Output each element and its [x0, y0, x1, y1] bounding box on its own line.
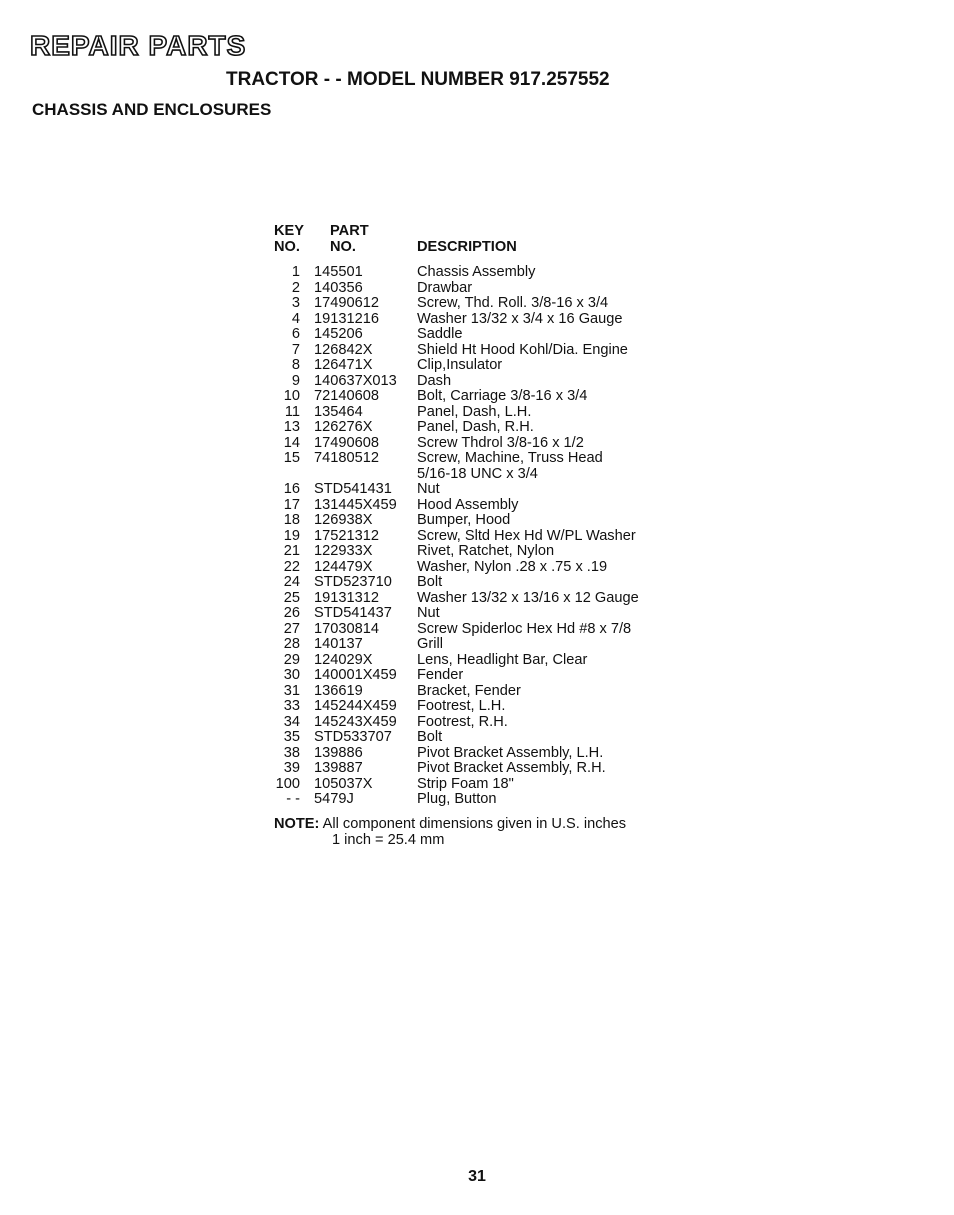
part-no-cell: 126471X — [314, 357, 373, 373]
key-no-cell: 33 — [283, 698, 300, 714]
description-cell: Panel, Dash, R.H. — [417, 419, 534, 435]
description-cell: Lens, Headlight Bar, Clear — [417, 651, 588, 668]
description-cell: Fender — [417, 667, 464, 683]
part-no-cell: 17490608 — [314, 434, 379, 451]
part-no-cell: STD523710 — [314, 574, 392, 590]
key-no-cell: 31 — [283, 682, 300, 699]
key-no-header — [274, 224, 314, 255]
part-no-cell: 122933X — [314, 543, 373, 559]
key-no-cell: 19 — [283, 527, 300, 544]
key-no-cell: 22 — [283, 558, 300, 575]
table-row — [274, 358, 674, 374]
part-no-cell: 124479X — [314, 558, 373, 575]
table-row — [274, 281, 674, 297]
table-row — [274, 544, 674, 560]
description-cell: Washer 13/32 x 3/4 x 16 Gauge — [417, 310, 623, 327]
page-title: REPAIR PARTS — [30, 30, 247, 61]
part-no-cell: 139887 — [314, 760, 363, 776]
description-cell: Clip,Insulator — [417, 357, 503, 373]
description-cell: Screw Spiderloc Hex Hd #8 x 7/8 — [417, 620, 632, 637]
description-cell: Chassis Assembly — [417, 264, 536, 280]
page-number: 31 — [468, 1168, 486, 1185]
table-row — [274, 684, 674, 700]
table-row — [274, 792, 674, 808]
key-no-cell: 10 — [283, 388, 300, 404]
table-row — [274, 560, 674, 576]
description-cell: Shield Ht Hood Kohl/Dia. Engine — [417, 341, 628, 358]
part-no-cell: 19131312 — [314, 589, 379, 606]
table-row — [274, 668, 674, 684]
description-cell: Footrest, L.H. — [417, 698, 506, 714]
key-no-cell: 13 — [283, 419, 300, 435]
part-no-cell: 140001X459 — [314, 667, 397, 683]
part-no-cell: 5479J — [314, 791, 354, 807]
table-row — [274, 374, 674, 390]
description-cell: Hood Assembly — [417, 496, 519, 513]
key-no-cell: 100 — [275, 775, 300, 792]
note-line2: 1 inch = 25.4 mm — [332, 831, 445, 848]
part-no-cell: 126276X — [314, 419, 373, 435]
table-row — [274, 389, 674, 405]
part-no-header — [330, 224, 410, 255]
description-cell: Bracket, Fender — [417, 682, 521, 699]
part-no-cell: 145243X459 — [314, 713, 397, 730]
part-no-cell: STD533707 — [314, 729, 392, 745]
description-cell: Washer, Nylon .28 x .75 x .19 — [417, 558, 608, 575]
part-no-cell: 145206 — [314, 326, 363, 342]
key-no-cell: 27 — [283, 620, 300, 637]
description-cell: Rivet, Ratchet, Nylon — [417, 543, 555, 559]
table-row — [274, 622, 674, 638]
description-cell: Bolt, Carriage 3/8-16 x 3/4 — [417, 388, 588, 404]
table-row — [274, 730, 674, 746]
key-no-cell: 38 — [283, 744, 300, 761]
description-cell: Screw Thdrol 3/8-16 x 1/2 — [417, 434, 584, 451]
description-cell: Drawbar — [417, 279, 473, 296]
description-cell: Washer 13/32 x 13/16 x 12 Gauge — [417, 589, 639, 606]
key-no-cell: 18 — [283, 512, 300, 528]
part-no-cell: 140637X013 — [314, 372, 397, 389]
table-row — [274, 761, 674, 777]
table-row — [274, 699, 674, 715]
part-no-cell: 140137 — [314, 636, 363, 652]
key-no-cell: 30 — [283, 667, 300, 683]
key-no-cell: 28 — [283, 636, 300, 652]
part-no-cell: 139886 — [314, 744, 363, 761]
description-cell: Screw, Machine, Truss Head 5/16-18 UNC x 3/4 — [417, 450, 603, 482]
part-no-cell: STD541431 — [314, 481, 392, 497]
key-no-cell: 29 — [283, 651, 300, 668]
part-no-cell: 145501 — [314, 264, 363, 280]
description-cell: Bolt — [417, 574, 443, 590]
key-no-cell: 35 — [283, 729, 300, 745]
description-cell: Pivot Bracket Assembly, L.H. — [417, 744, 604, 761]
part-no-cell: 140356 — [314, 279, 363, 296]
part-no-cell: 131445X459 — [314, 496, 397, 513]
description-cell: Screw, Sltd Hex Hd W/PL Washer — [417, 527, 636, 544]
table-row — [274, 513, 674, 529]
table-row — [274, 606, 674, 622]
part-no-cell: 105037X — [314, 775, 373, 792]
part-no-cell: 124029X — [314, 651, 373, 668]
description-cell: Screw, Thd. Roll. 3/8-16 x 3/4 — [417, 295, 609, 311]
description-header: DESCRIPTION — [417, 238, 517, 255]
table-row — [274, 312, 674, 328]
part-no-cell: 17521312 — [314, 527, 379, 544]
table-row — [274, 529, 674, 545]
part-no-cell: 126842X — [314, 341, 373, 358]
key-no-cell: 9 — [291, 372, 300, 389]
key-no-cell: 4 — [291, 310, 300, 327]
table-row — [274, 637, 674, 653]
table-row — [274, 575, 674, 591]
description-cell: Nut — [417, 605, 440, 621]
note-label: NOTE: — [274, 816, 320, 832]
description-cell: Dash — [417, 372, 452, 389]
description-cell: Panel, Dash, L.H. — [417, 403, 532, 420]
key-no-cell: 2 — [291, 279, 300, 296]
table-row — [274, 327, 674, 343]
key-no-cell: 1 — [291, 264, 300, 280]
part-no-cell: 74180512 — [314, 450, 379, 466]
description-cell: Nut — [417, 481, 440, 497]
model-heading: TRACTOR - - MODEL NUMBER 917.257552 — [226, 69, 610, 90]
table-row — [274, 653, 674, 669]
key-no-cell: 17 — [283, 496, 300, 513]
description-cell: Saddle — [417, 326, 463, 342]
table-row — [274, 777, 674, 793]
table-row — [274, 265, 674, 281]
part-no-cell: 19131216 — [314, 310, 379, 327]
key-no-cell: 39 — [283, 760, 300, 776]
table-row — [274, 591, 674, 607]
description-cell: Grill — [417, 636, 443, 652]
part-no-cell: 126938X — [314, 512, 373, 528]
table-body — [274, 265, 674, 808]
part-no-cell: 136619 — [314, 682, 363, 699]
key-no-cell: 7 — [291, 341, 300, 358]
key-no-cell: 8 — [291, 357, 300, 373]
table-row — [274, 746, 674, 762]
note-text: All component dimensions given in U.S. inches — [322, 816, 627, 832]
table-row — [274, 498, 674, 514]
key-no-cell: 26 — [283, 605, 300, 621]
table-row — [274, 451, 674, 482]
part-no-cell: 135464 — [314, 403, 363, 420]
table-row — [274, 420, 674, 436]
part-no-cell: STD541437 — [314, 605, 392, 621]
key-no-cell: 25 — [283, 589, 300, 606]
key-no-cell: 24 — [283, 574, 300, 590]
table-row — [274, 715, 674, 731]
table-row — [274, 482, 674, 498]
note — [274, 817, 626, 848]
key-no-cell: 15 — [283, 450, 300, 466]
key-no-cell: 16 — [283, 481, 300, 497]
part-header-line2: NO. — [330, 238, 356, 255]
part-header-line1: PART — [330, 223, 369, 239]
key-no-cell: 3 — [291, 295, 300, 311]
key-header-line2: NO. — [274, 238, 300, 255]
table-row — [274, 405, 674, 421]
key-no-cell: 14 — [283, 434, 300, 451]
description-cell: Strip Foam 18" — [417, 775, 514, 792]
part-no-cell: 145244X459 — [314, 698, 397, 714]
section-heading: CHASSIS AND ENCLOSURES — [32, 100, 272, 119]
part-no-cell: 17030814 — [314, 620, 379, 637]
table-row — [274, 343, 674, 359]
description-cell: Footrest, R.H. — [417, 713, 508, 730]
part-no-cell: 17490612 — [314, 295, 379, 311]
note-line1 — [274, 817, 626, 833]
key-no-cell: 11 — [284, 403, 300, 420]
table-row — [274, 296, 674, 312]
description-cell: Bolt — [417, 729, 443, 745]
part-no-cell: 72140608 — [314, 388, 379, 404]
key-no-cell: 34 — [283, 713, 300, 730]
key-no-cell: 21 — [283, 543, 300, 559]
table-row — [274, 436, 674, 452]
parts-table — [274, 224, 674, 808]
table-header — [274, 224, 674, 255]
description-cell: Plug, Button — [417, 791, 497, 807]
key-no-cell: - - — [286, 791, 300, 807]
key-header-line1: KEY — [274, 223, 305, 239]
description-cell: Bumper, Hood — [417, 512, 511, 528]
key-no-cell: 6 — [291, 326, 300, 342]
description-cell: Pivot Bracket Assembly, R.H. — [417, 760, 606, 776]
